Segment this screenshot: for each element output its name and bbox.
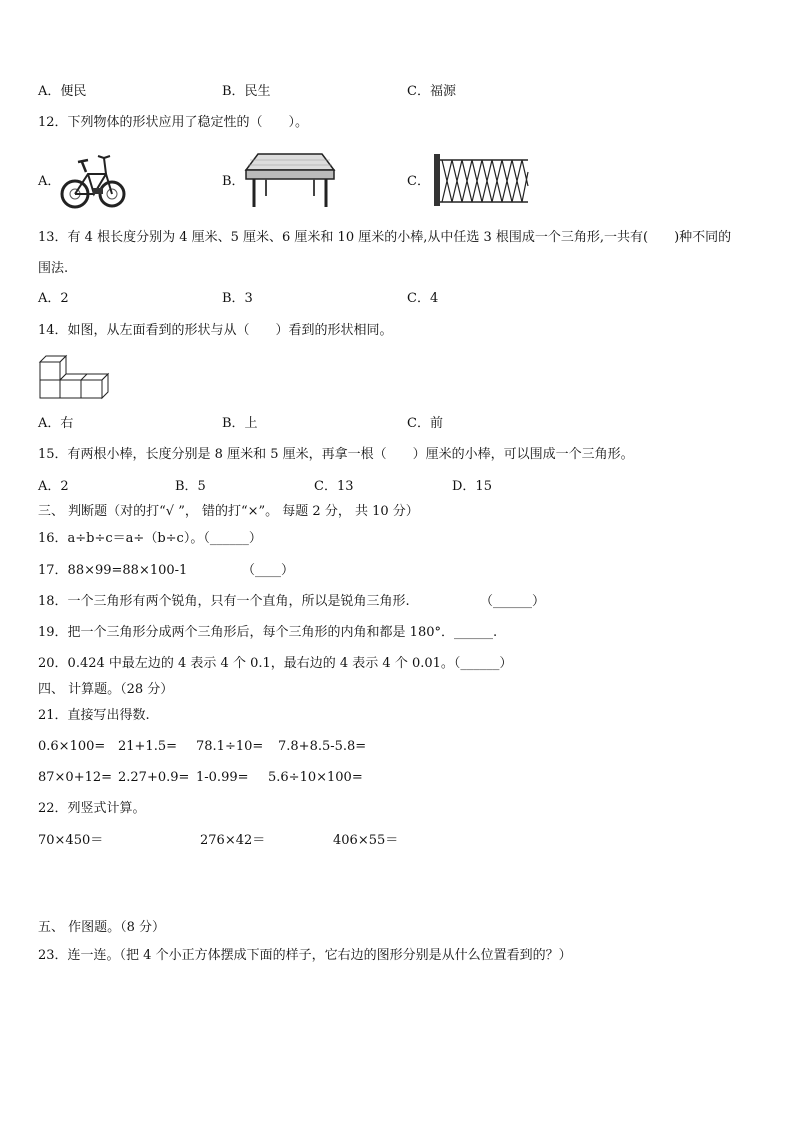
answer-blank: （______）: [480, 594, 546, 609]
calc-item: 7.8+8.5-5.8=: [278, 739, 367, 754]
option-a: A．: [38, 174, 61, 189]
calc-item: 0.6×100=: [38, 739, 106, 754]
question-12-stem: 12．下列物体的形状应用了稳定性的（ ）。: [38, 115, 309, 130]
question-19: 19．把一个三角形分成两个三角形后，每个三角形的内角和都是 180°．______.: [38, 625, 498, 640]
table-picture: [244, 152, 336, 210]
cube-stack-figure: [38, 352, 114, 400]
calc-item: 87×0+12=: [38, 770, 113, 785]
question-16: 16．a÷b÷c＝a÷（b÷c）。（______）: [38, 531, 262, 546]
calc-item: 2.27+0.9=: [118, 770, 190, 785]
option-c: C．: [407, 174, 430, 189]
option-a: A．便民: [38, 84, 87, 99]
option-b: B．5: [175, 479, 206, 494]
question-20: 20．0.424 中最左边的 4 表示 4 个 0.1，最右边的 4 表示 4 个 0.01。（______）: [38, 656, 513, 671]
option-b: B．: [222, 174, 245, 189]
question-13-stem-continued: 围法.: [38, 261, 69, 276]
question-22-stem: 22．列竖式计算。: [38, 801, 146, 816]
option-a: A．2: [38, 479, 69, 494]
option-c: C．前: [407, 416, 443, 431]
calc-item: 5.6÷10×100=: [268, 770, 363, 785]
option-c: C．4: [407, 291, 439, 306]
calc-item: 78.1÷10=: [196, 739, 264, 754]
section-4-heading: 四、 计算题。（28 分）: [38, 682, 174, 697]
vertical-calc-item: 406×55＝: [333, 833, 399, 848]
question-13-stem: 13．有 4 根长度分别为 4 厘米、5 厘米、6 厘米和 10 厘米的小棒,从中任选 3 根围成一个三角形,一共有( )种不同的: [38, 230, 732, 245]
vertical-calc-item: 70×450＝: [38, 833, 104, 848]
question-15-stem: 15．有两根小棒，长度分别是 8 厘米和 5 厘米，再拿一根（ ）厘米的小棒，可以围成一个三角形。: [38, 447, 634, 462]
question-17: 17．88×99=88×100-1: [38, 563, 188, 578]
question-14-stem: 14．如图，从左面看到的形状与从（ ）看到的形状相同。: [38, 323, 393, 338]
section-3-heading: 三、 判断题（对的打“√ ”， 错的打“×”。 每题 2 分， 共 10 分）: [38, 504, 419, 519]
section-5-heading: 五、 作图题。（8 分）: [38, 920, 166, 935]
option-a: A．右: [38, 416, 74, 431]
option-b: B．3: [222, 291, 253, 306]
option-a: A．2: [38, 291, 69, 306]
answer-blank: （____）: [242, 563, 295, 578]
option-b: B．民生: [222, 84, 271, 99]
bicycle-picture: [60, 148, 126, 212]
option-c: C．13: [314, 479, 354, 494]
calc-item: 21+1.5=: [118, 739, 178, 754]
calc-item: 1-0.99=: [196, 770, 249, 785]
question-23-stem: 23．连一连。（把 4 个小正方体摆成下面的样子，它右边的图形分别是从什么位置看到的？）: [38, 948, 572, 963]
option-c: C．福源: [407, 84, 456, 99]
question-21-stem: 21．直接写出得数.: [38, 708, 150, 723]
option-d: D．15: [452, 479, 492, 494]
vertical-calc-item: 276×42＝: [200, 833, 266, 848]
question-18: 18．一个三角形有两个锐角，只有一个直角，所以是锐角三角形.: [38, 594, 410, 609]
lattice-gate-picture: [432, 152, 530, 210]
option-b: B．上: [222, 416, 258, 431]
